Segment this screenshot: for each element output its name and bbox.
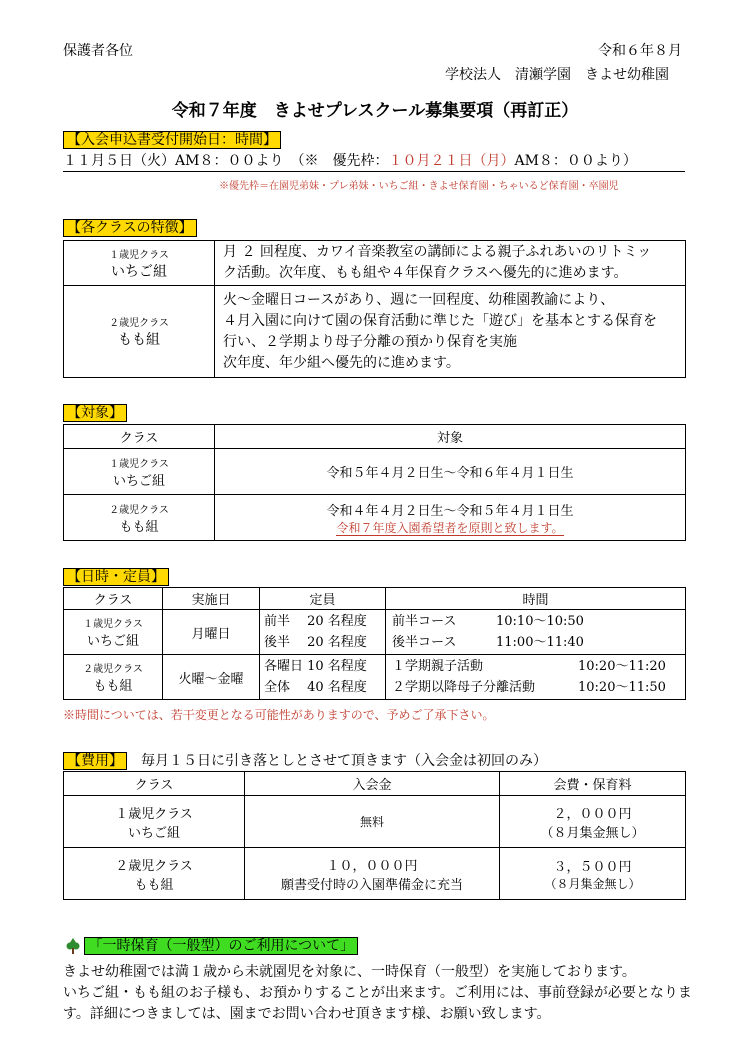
fees-table: クラス 入会金 会費・保育料 １歳児クラス いちご組 無料 ２，０００円 （８月集金無し） ２歳児クラス もも組 １０，０００円 願書受付時の入園準備金に充当 ３，５００円 （８月集金無し） [63,771,686,900]
target-table: クラス 対象 １歳児クラス いちご組 令和５年４月２日生～令和６年４月１日生 ２歳児クラス もも組 令和４年４月２日生～令和５年４月１日生 令和７年度入園希望者を原則と致します。 [63,424,686,541]
application-heading: 【入会申込書受付開始日：時間】 [63,131,281,149]
temp-care-text: きよせ幼稚園では満１歳から未就園児を対象に、一時保育（一般型）を実施しております。 いちご組・もも組のお子様も、お預かりすることが出来ます。ご利用には、事前登録が必要となりま す。詳細につきましては、園までお問い合わせ頂きます様、お願い致します。 [63,964,692,1022]
tree-icon [66,938,80,954]
application-line: １１月５日（火）AM８：００より （※ 優先枠：１０月２１日（月）AM８：００より） [63,150,685,172]
addressee: 保護者各位 [63,43,133,59]
schedule-table: クラス 実施日 定員 時間 １歳児クラス いちご組 月曜日 前半 20 名程度 後半 20 名程度 前半コース 10:10～10:50 後半コース 11:00～11:40 ２歳児クラス もも組 火曜～金曜 各曜日 10 名程度 全体 40 名程度 １学期親子活動 10:20～11:20 ２学期以降母子分離活動 10:20～11:50 [63,587,686,700]
organization: 学校法人 清瀬学園 きよせ幼稚園 [445,67,669,83]
features-heading: 【各クラスの特徴】 [63,219,197,237]
priority-note: ※優先枠＝在園児弟妹・プレ弟妹・いちご組・きよせ保育園・ちゃいるど保育園・卒園児 [219,181,619,192]
features-table: １歳児クラス いちご組 月 ２ 回程度、カワイ音楽教室の講師による親子ふれあいのリトミッ ク活動。次年度、もも組や４年保育クラスへ優先的に進めます。 ２歳児クラス もも組 火～金曜日コースがあり、週に一回程度、幼稚園教諭により、 ４月入園に向けて園の保育活動に準じた「遊び」を基本とする保育を 行い、２学期より母子分離の預かり保育を実施 次年度、年少組へ優先的に進めます。 [63,240,686,378]
fees-description: 毎月１５日に引き落としとさせて頂きます（入会金は初回のみ） [141,753,547,769]
target-heading: 【対象】 [63,404,127,422]
schedule-note: ※時間については、若干変更となる可能性がありますので、予めご了承下さい。 [63,708,495,722]
issue-date: 令和６年８月 [598,43,682,59]
page-title: 令和７年度 きよせプレスクール募集要項（再訂正） [171,101,579,121]
temp-care-heading: 「一時保育（一般型）のご利用について」 [84,937,358,955]
schedule-heading: 【日時・定員】 [63,568,169,586]
fees-heading: 【費用】 [63,752,127,770]
